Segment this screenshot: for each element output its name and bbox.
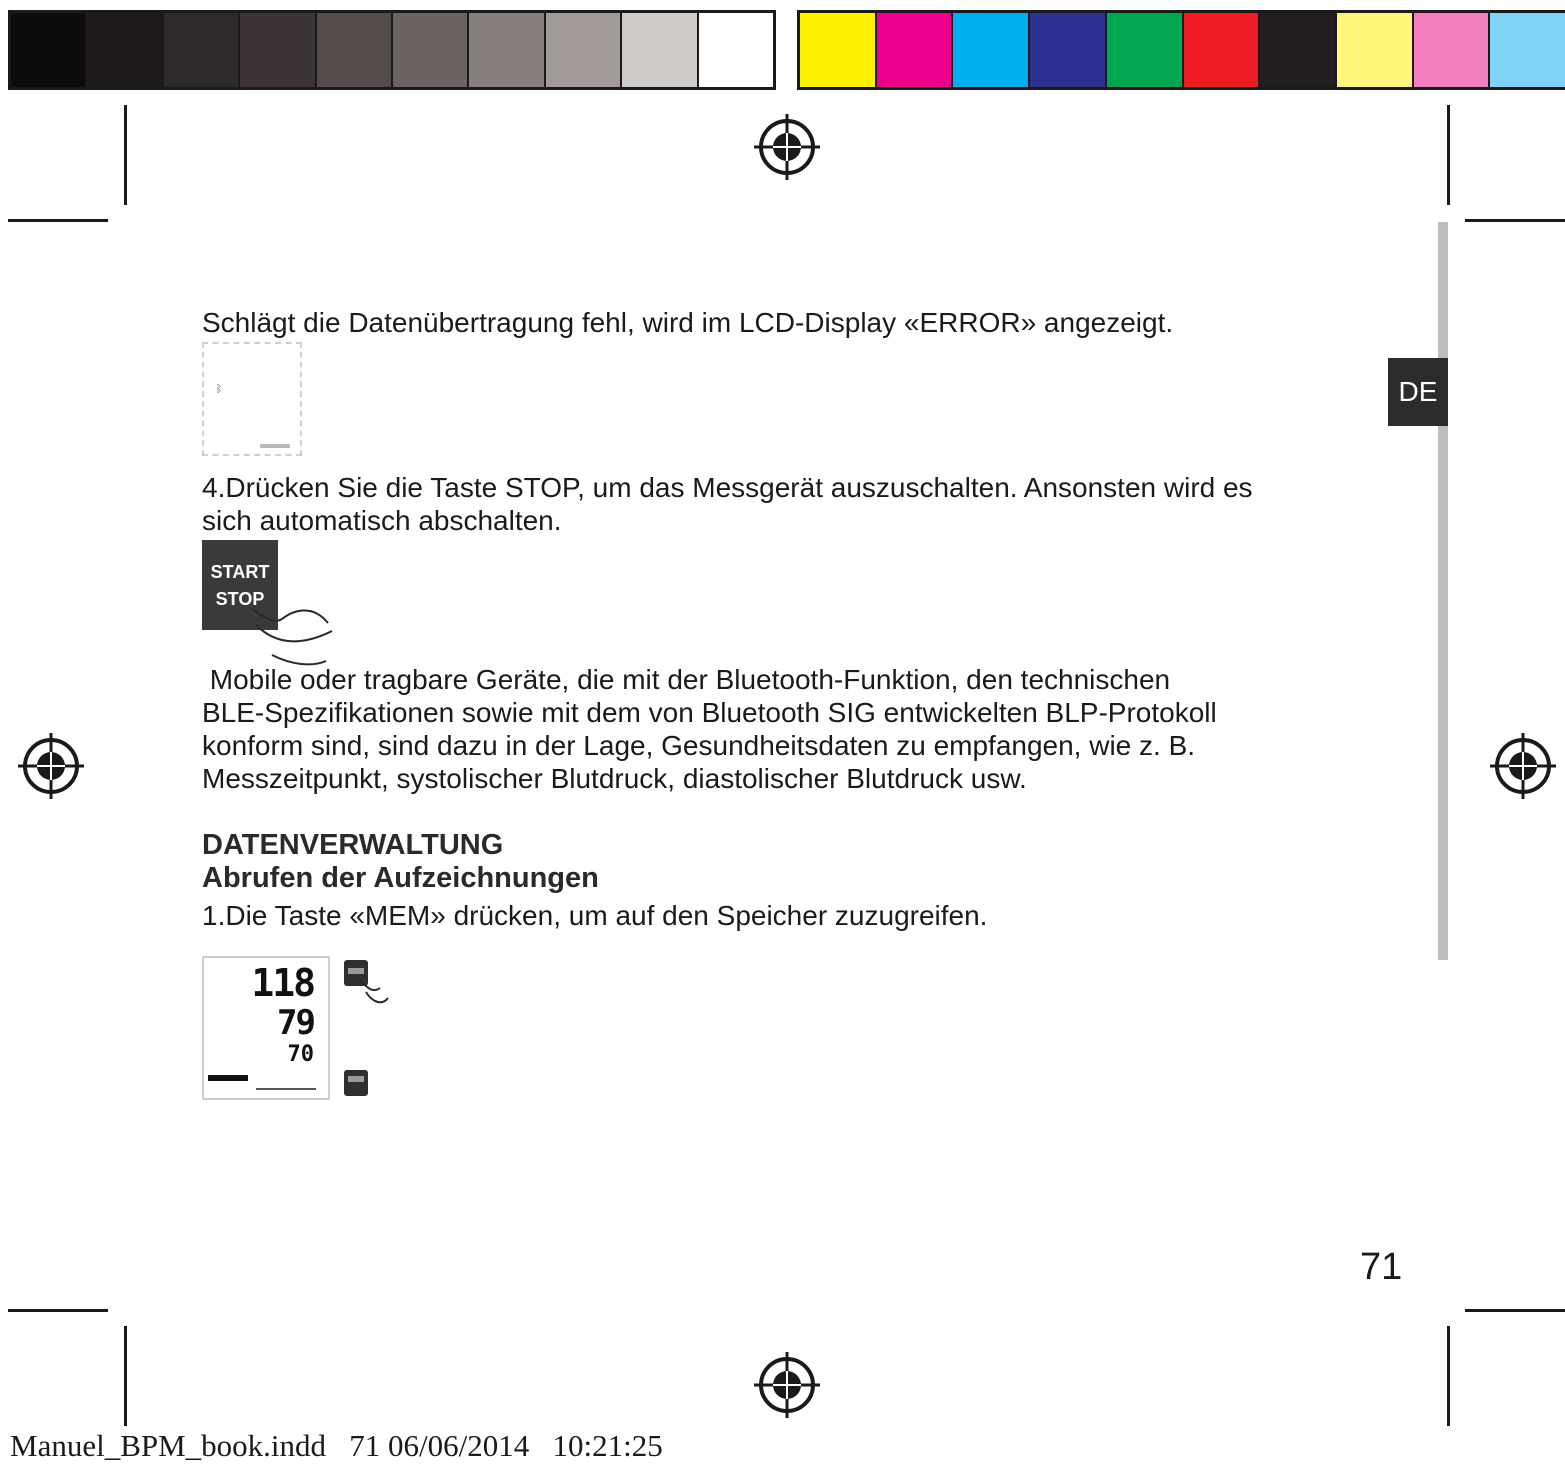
crop-mark <box>1465 219 1565 222</box>
sub-heading: Abrufen der Aufzeichnungen <box>202 862 599 894</box>
stop-label: STOP <box>215 589 265 609</box>
mem-button-pointing-icon <box>342 958 394 1010</box>
process-color-swatch <box>1030 13 1107 87</box>
lcd-pulse: 70 <box>287 1042 314 1067</box>
error-lcd-illustration <box>202 342 302 456</box>
file-slug: Manuel_BPM_book.indd 71 06/06/2014 10:21:25 <box>10 1428 663 1463</box>
side-rule <box>1438 222 1448 960</box>
lcd-systolic: 118 <box>251 961 314 1005</box>
lcd-bar <box>208 1075 248 1081</box>
step-1-text: 1.Die Taste «MEM» drücken, um auf den Speicher zuzugreifen. <box>202 900 988 931</box>
process-color-swatch <box>1490 13 1565 87</box>
crop-mark <box>1447 105 1450 205</box>
gray-swatch <box>546 13 622 87</box>
process-color-swatch <box>1337 13 1414 87</box>
process-color-swatch <box>1414 13 1491 87</box>
registration-mark-icon <box>1488 731 1558 801</box>
gray-swatch <box>87 13 163 87</box>
gray-swatch <box>699 13 773 87</box>
gray-swatch <box>393 13 469 87</box>
mobile-paragraph-line-1: Mobile oder tragbare Geräte, die mit der Bluetooth-Funktion, den technischen <box>202 664 1171 695</box>
gray-swatch <box>11 13 87 87</box>
page-number: 71 <box>1360 1246 1403 1288</box>
registration-mark-icon <box>752 112 822 182</box>
process-color-swatch <box>1260 13 1337 87</box>
process-color-bar <box>797 10 1565 90</box>
memory-lcd-illustration <box>202 956 330 1100</box>
crop-mark <box>8 219 108 222</box>
section-heading: DATENVERWALTUNG <box>202 829 504 861</box>
set-button-icon <box>342 1068 372 1098</box>
crop-mark <box>124 1326 127 1426</box>
start-stop-button-illustration <box>202 540 342 680</box>
lcd-diastolic: 79 <box>277 1003 314 1043</box>
gray-swatch <box>164 13 240 87</box>
registration-mark-icon <box>752 1350 822 1420</box>
crop-mark <box>124 105 127 205</box>
process-color-swatch <box>800 13 877 87</box>
gray-swatch <box>469 13 545 87</box>
lcd-date-marks <box>256 1072 316 1090</box>
crop-mark <box>1447 1326 1450 1426</box>
start-label: START <box>210 562 270 582</box>
language-tab: DE <box>1388 358 1448 426</box>
crop-mark <box>1465 1309 1565 1312</box>
svg-text:ᛒ: ᛒ <box>216 384 222 395</box>
process-color-swatch <box>1184 13 1261 87</box>
mobile-paragraph-line-3: konform sind, sind dazu in der Lage, Gesundheitsdaten zu empfangen, wie z. B. <box>202 730 1196 761</box>
gray-swatch <box>622 13 698 87</box>
mobile-paragraph-line-2: BLE-Spezifikationen sowie mit dem von Bluetooth SIG entwickelten BLP-Protokoll <box>202 697 1217 728</box>
crop-mark <box>8 1309 108 1312</box>
step-4-line-2: sich automatisch abschalten. <box>202 505 562 536</box>
process-color-swatch <box>877 13 954 87</box>
error-text: Schlägt die Datenübertragung fehl, wird im LCD-Display «ERROR» angezeigt. <box>202 307 1174 338</box>
registration-mark-icon <box>16 731 86 801</box>
gray-swatch <box>317 13 393 87</box>
step-4-line-1: 4.Drücken Sie die Taste STOP, um das Messgerät auszuschalten. Ansonsten wird es <box>202 472 1253 503</box>
process-color-swatch <box>1107 13 1184 87</box>
mobile-paragraph-line-4: Messzeitpunkt, systolischer Blutdruck, diastolischer Blutdruck usw. <box>202 763 1027 794</box>
process-color-swatch <box>953 13 1030 87</box>
lcd-error-graphic <box>204 344 300 454</box>
grayscale-color-bar <box>8 10 776 90</box>
gray-swatch <box>240 13 316 87</box>
